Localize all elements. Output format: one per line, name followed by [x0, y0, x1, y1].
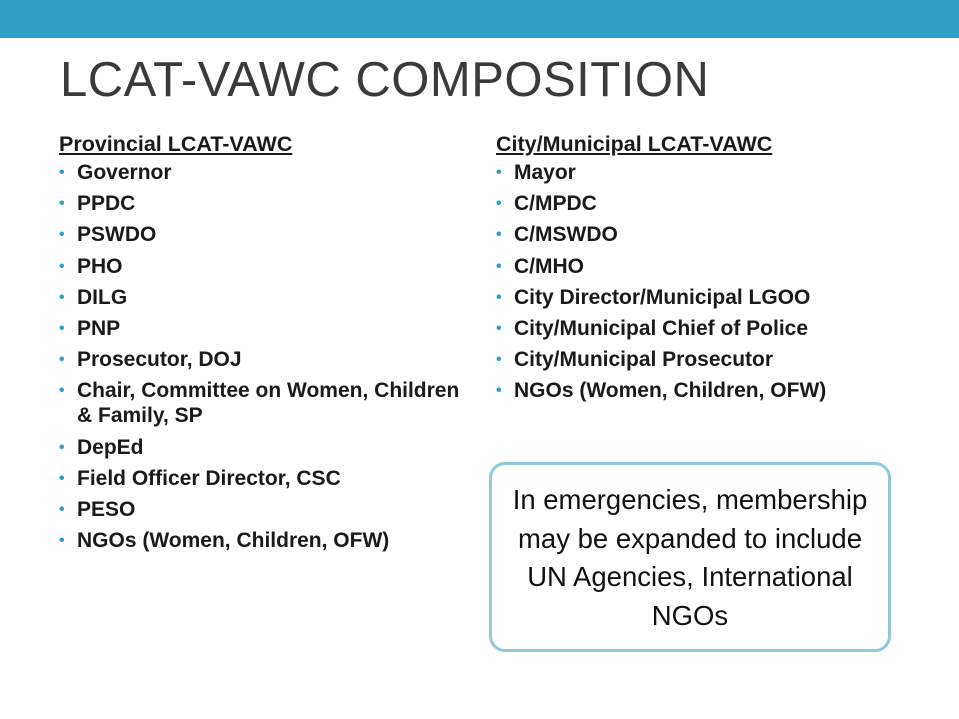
provincial-column — [59, 130, 479, 559]
list-item: • C/MPDC — [496, 191, 936, 216]
list-item: • DILG — [59, 285, 479, 310]
provincial-heading: Provincial LCAT-VAWC — [59, 132, 293, 156]
provincial-list — [59, 160, 479, 553]
list-item: • C/MHO — [496, 254, 936, 279]
top-accent-bar — [0, 0, 959, 38]
list-item: • City/Municipal Prosecutor — [496, 347, 936, 372]
list-item: • City/Municipal Chief of Police — [496, 316, 936, 341]
callout-text: In emergencies, membership may be expanded to include UN Agencies, International NGOs — [512, 484, 868, 631]
list-item: • City Director/Municipal LGOO — [496, 285, 936, 310]
emergency-callout — [489, 462, 891, 652]
list-item: • PPDC — [59, 191, 479, 216]
slide-title: LCAT-VAWC COMPOSITION — [60, 53, 710, 107]
list-item: • Chair, Committee on Women, Children & Family, SP — [59, 378, 479, 428]
list-item: • PHO — [59, 254, 479, 279]
list-item: • Field Officer Director, CSC — [59, 466, 479, 491]
list-item: • Governor — [59, 160, 479, 185]
list-item: • NGOs (Women, Children, OFW) — [496, 378, 936, 403]
list-item: • PSWDO — [59, 222, 479, 247]
city-municipal-list — [496, 160, 936, 403]
list-item: • C/MSWDO — [496, 222, 936, 247]
list-item: • NGOs (Women, Children, OFW) — [59, 528, 479, 553]
list-item: • DepEd — [59, 435, 479, 460]
city-municipal-column — [496, 130, 936, 410]
city-municipal-heading: City/Municipal LCAT-VAWC — [496, 132, 773, 156]
list-item: • Mayor — [496, 160, 936, 185]
list-item: • Prosecutor, DOJ — [59, 347, 479, 372]
list-item: • PESO — [59, 497, 479, 522]
list-item: • PNP — [59, 316, 479, 341]
